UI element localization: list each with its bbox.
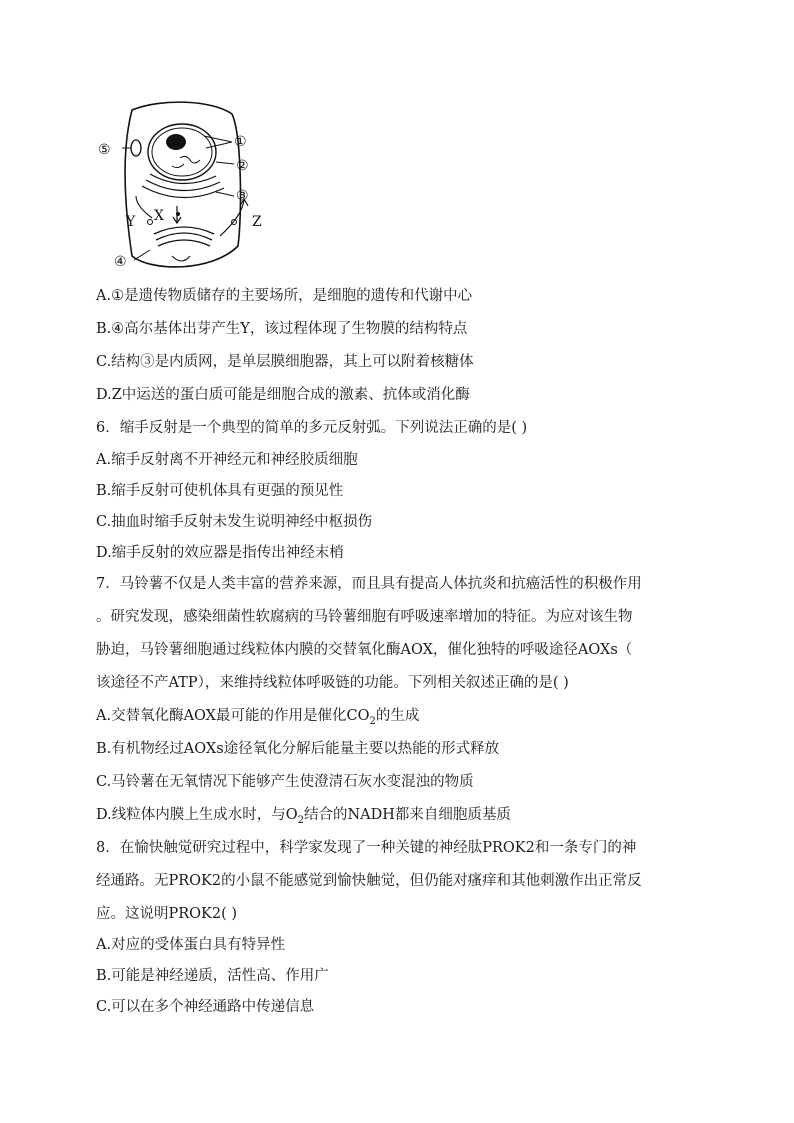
q6-stem: 6．缩手反射是一个典型的简单的多元反射弧。下列说法正确的是( ) [96,420,528,436]
q8-option-a: A.对应的受体蛋白具有特异性 [96,937,286,953]
q7-option-c: C.马铃薯在无氧情况下能够产生使澄清石灰水变混浊的物质 [96,774,474,790]
q7-option-d-subscript: 2 [297,814,304,826]
q7-option-a-subscript: 2 [369,715,376,727]
q5-option-c: C.结构③是内质网，是单层膜细胞器，其上可以附着核糖体 [96,354,474,370]
q8-option-c: C.可以在多个神经通路中传递信息 [96,999,315,1015]
label-1: ① [234,134,247,150]
q8-option-b: B.可能是神经递质，活性高、作用广 [96,968,329,984]
q6-option-d: D.缩手反射的效应器是指传出神经末梢 [96,545,344,561]
cell-diagram [92,96,282,274]
label-x: X [154,208,164,224]
q7-stem-line-3: 胁迫，马铃薯细胞通过线粒体内膜的交替氧化酶AOX，催化独特的呼吸途径AOXs（ [96,642,633,658]
q6-option-b: B.缩手反射可使机体具有更强的预见性 [96,483,344,499]
q7-option-b: B.有机物经过AOXs途径氧化分解后能量主要以热能的形式释放 [96,741,500,757]
q7-stem-line-1: 7．马铃薯不仅是人类丰富的营养来源，而且具有提高人体抗炎和抗癌活性的积极作用 [96,576,642,592]
q6-option-c: C.抽血时缩手反射未发生说明神经中枢损伤 [96,514,373,530]
q7-option-a-text: A.交替氧化酶AOX最可能的作用是催化CO [96,708,370,724]
label-y: Y [126,214,136,230]
q8-stem-line-2: 经通路。无PROK2的小鼠不能感觉到愉快触觉，但仍能对瘙痒和其他刺激作出正常反 [96,873,642,889]
q8-stem-line-1: 8．在愉快触觉研究过程中，科学家发现了一种关键的神经肽PROK2和一条专门的神 [96,840,637,856]
q7-option-d-text: D.线粒体内膜上生成水时，与O [96,807,298,823]
q7-stem-line-2: 。研究发现，感染细菌性软腐病的马铃薯细胞有呼吸速率增加的特征。为应对该生物 [96,609,633,625]
q7-option-d-tail: 结合的NADH都来自细胞质基质 [303,807,511,823]
label-3: ③ [236,188,249,204]
q7-stem-line-4: 该途径不产ATP），来维持线粒体呼吸链的功能。下列相关叙述正确的是( ) [96,675,569,691]
endoplasmic-reticulum [150,174,216,184]
q7-option-a-tail: 的生成 [375,708,420,724]
cell-membrane [125,102,240,267]
q5-option-a: A.①是遗传物质储存的主要场所，是细胞的遗传和代谢中心 [96,288,473,304]
q7-option-a [96,706,419,726]
label-4: ④ [114,254,127,270]
label-z: Z [252,214,262,230]
label-2: ② [236,158,249,174]
vesicle-5 [131,140,141,156]
q5-option-b: B.④高尔基体出芽产生Y，该过程体现了生物膜的结构特点 [96,321,468,337]
q6-option-a: A.缩手反射离不开神经元和神经胶质细胞 [96,452,358,468]
nucleus [148,124,216,180]
q5-option-d: D.Z中运送的蛋白质可能是细胞合成的激素、抗体或消化酶 [96,387,470,403]
q8-stem-line-3: 应。这说明PROK2( ) [96,906,238,922]
q7-option-d [96,805,511,825]
label-5: ⑤ [98,142,111,158]
